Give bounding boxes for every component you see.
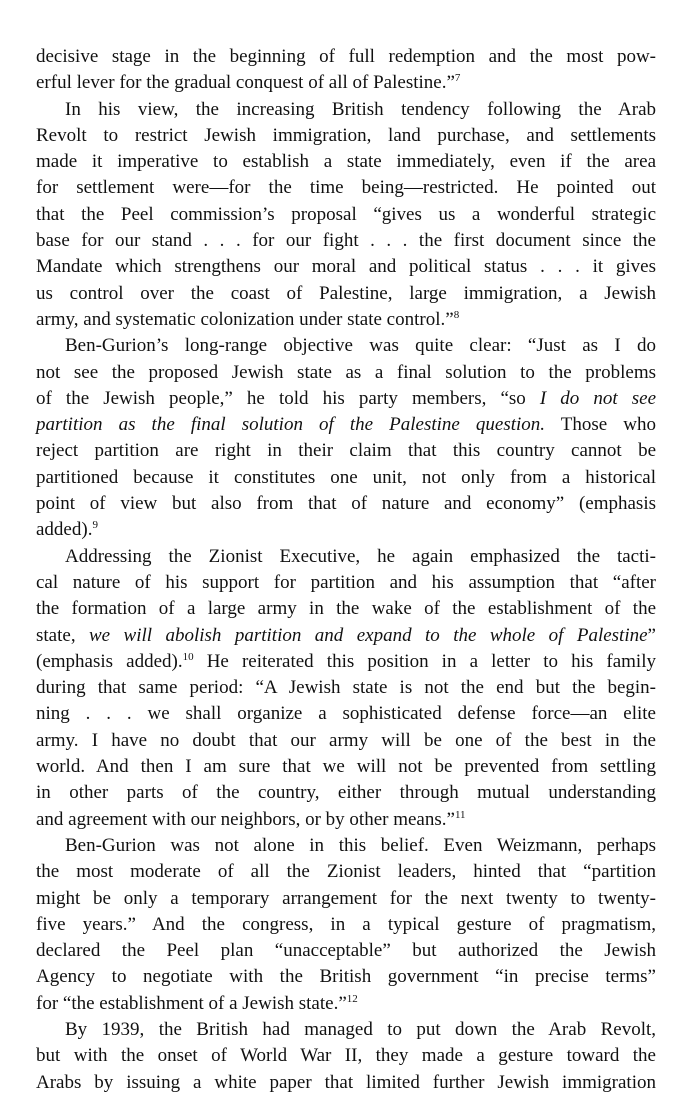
paragraph: [36, 833, 656, 1017]
text-line: [36, 833, 656, 859]
text-line: [36, 728, 656, 754]
text-segment: and agreement with our neighbors, or by other means.”: [36, 808, 455, 830]
footnote-marker: 7: [454, 72, 461, 85]
text-line: [36, 491, 656, 517]
text-segment: the formation of a large army in the wake of the establishment of the: [36, 598, 656, 620]
text-line: [36, 412, 656, 438]
text-line: [36, 307, 656, 333]
text-segment: added).: [36, 519, 93, 541]
text-segment: of the Jewish people,” he told his party members, “so: [36, 387, 540, 409]
text-segment: for settlement were—for the time being—restricted. He pointed out: [36, 177, 656, 199]
text-line: [36, 1070, 656, 1096]
text-line: [36, 386, 656, 412]
text-segment: Addressing the Zionist Executive, he again emphasized the tacti-: [65, 545, 656, 567]
text-line: [36, 912, 656, 938]
paragraph: [36, 544, 656, 833]
text-segment: Those who: [545, 414, 657, 436]
text-line: [36, 202, 656, 228]
emphasis-text: partition as the final solution of the Palestine question.: [36, 414, 546, 436]
text-line: [36, 228, 656, 254]
text-segment: made it imperative to establish a state immediately, even if the area: [36, 151, 656, 173]
text-segment: ”: [647, 624, 656, 646]
text-line: [36, 807, 656, 833]
text-line: [36, 149, 656, 175]
text-line: [36, 754, 656, 780]
text-segment: base for our stand . . . for our fight . . . the first document since the: [36, 230, 656, 252]
text-line: [36, 254, 656, 280]
text-segment: erful lever for the gradual conquest of all of Palestine.”: [36, 72, 455, 94]
document-page: [36, 44, 656, 1096]
text-line: [36, 675, 656, 701]
text-segment: Ben-Gurion was not alone in this belief. Even Weizmann, perhaps: [65, 834, 656, 856]
text-line: [36, 175, 656, 201]
text-line: [36, 70, 656, 96]
text-line: [36, 596, 656, 622]
text-line: [36, 123, 656, 149]
text-line: [36, 701, 656, 727]
text-segment: that the Peel commission’s proposal “gives us a wonderful strategic: [36, 203, 656, 225]
paragraph: [36, 44, 656, 97]
text-segment: Mandate which strengthens our moral and political status . . . it gives: [36, 256, 656, 278]
text-segment: for “the establishment of a Jewish state.”: [36, 992, 347, 1014]
text-segment: By 1939, the British had managed to put down the Arab Revolt,: [65, 1018, 656, 1040]
text-segment: partitioned because it constitutes one unit, not only from a historical: [36, 466, 656, 488]
text-segment: declared the Peel plan “unacceptable” but authorized the Jewish: [36, 940, 656, 962]
text-line: [36, 44, 656, 70]
text-line: [36, 991, 656, 1017]
text-line: [36, 623, 656, 649]
text-segment: might be only a temporary arrangement for the next twenty to twenty-: [36, 887, 656, 909]
text-line: [36, 517, 656, 543]
text-segment: in other parts of the country, either through mutual understanding: [36, 782, 656, 804]
text-segment: not see the proposed Jewish state as a final solution to the problems: [36, 361, 656, 383]
text-segment: In his view, the increasing British tendency following the Arab: [65, 98, 656, 120]
paragraph: [36, 333, 656, 543]
text-segment: decisive stage in the beginning of full redemption and the most pow-: [36, 46, 656, 67]
text-line: [36, 649, 656, 675]
text-line: [36, 780, 656, 806]
footnote-marker: 11: [454, 808, 466, 821]
text-line: [36, 938, 656, 964]
text-segment: during that same period: “A Jewish state is not the end but the begin-: [36, 677, 656, 699]
text-line: [36, 1017, 656, 1043]
text-line: [36, 360, 656, 386]
footnote-marker: 12: [346, 992, 358, 1005]
footnote-marker: 8: [453, 308, 460, 321]
text-segment: Arabs by issuing a white paper that limited further Jewish immigration: [36, 1071, 656, 1093]
text-segment: Ben-Gurion’s long-range objective was quite clear: “Just as I do: [65, 335, 656, 357]
text-segment: army, and systematic colonization under state control.”: [36, 308, 454, 330]
text-line: [36, 281, 656, 307]
text-line: [36, 886, 656, 912]
text-segment: Agency to negotiate with the British government “in precise terms”: [36, 966, 656, 988]
text-line: [36, 544, 656, 570]
text-segment: state,: [36, 624, 89, 646]
text-line: [36, 97, 656, 123]
paragraph: [36, 1017, 656, 1096]
text-segment: reject partition are right in their claim that this country cannot be: [36, 440, 656, 462]
text-segment: but with the onset of World War II, they made a gesture toward the: [36, 1045, 656, 1067]
text-line: [36, 964, 656, 990]
text-line: [36, 570, 656, 596]
text-segment: cal nature of his support for partition and his assumption that “after: [36, 571, 656, 593]
text-segment: He reiterated this position in a letter to his family: [193, 650, 656, 672]
paragraph: [36, 97, 656, 334]
text-segment: army. I have no doubt that our army will be one of the best in the: [36, 729, 656, 751]
text-segment: the most moderate of all the Zionist leaders, hinted that “partition: [36, 861, 656, 883]
text-segment: Revolt to restrict Jewish immigration, land purchase, and settlements: [36, 124, 656, 146]
footnote-marker: 10: [182, 650, 194, 663]
text-segment: us control over the coast of Palestine, large immigration, a Jewish: [36, 282, 656, 304]
text-segment: (emphasis added).: [36, 650, 183, 672]
text-segment: five years.” And the congress, in a typical gesture of pragmatism,: [36, 913, 656, 935]
text-line: [36, 465, 656, 491]
text-segment: world. And then I am sure that we will not be prevented from settling: [36, 756, 656, 778]
text-line: [36, 859, 656, 885]
text-segment: point of view but also from that of nature and economy” (emphasis: [36, 493, 656, 515]
text-line: [36, 438, 656, 464]
text-line: [36, 333, 656, 359]
footnote-marker: 9: [92, 519, 98, 532]
emphasis-text: we will abolish partition and expand to the whole of Palestine: [89, 624, 648, 646]
text-line: [36, 1043, 656, 1069]
emphasis-text: I do not see: [539, 387, 656, 409]
text-segment: ning . . . we shall organize a sophisticated defense force—an elite: [36, 703, 656, 725]
